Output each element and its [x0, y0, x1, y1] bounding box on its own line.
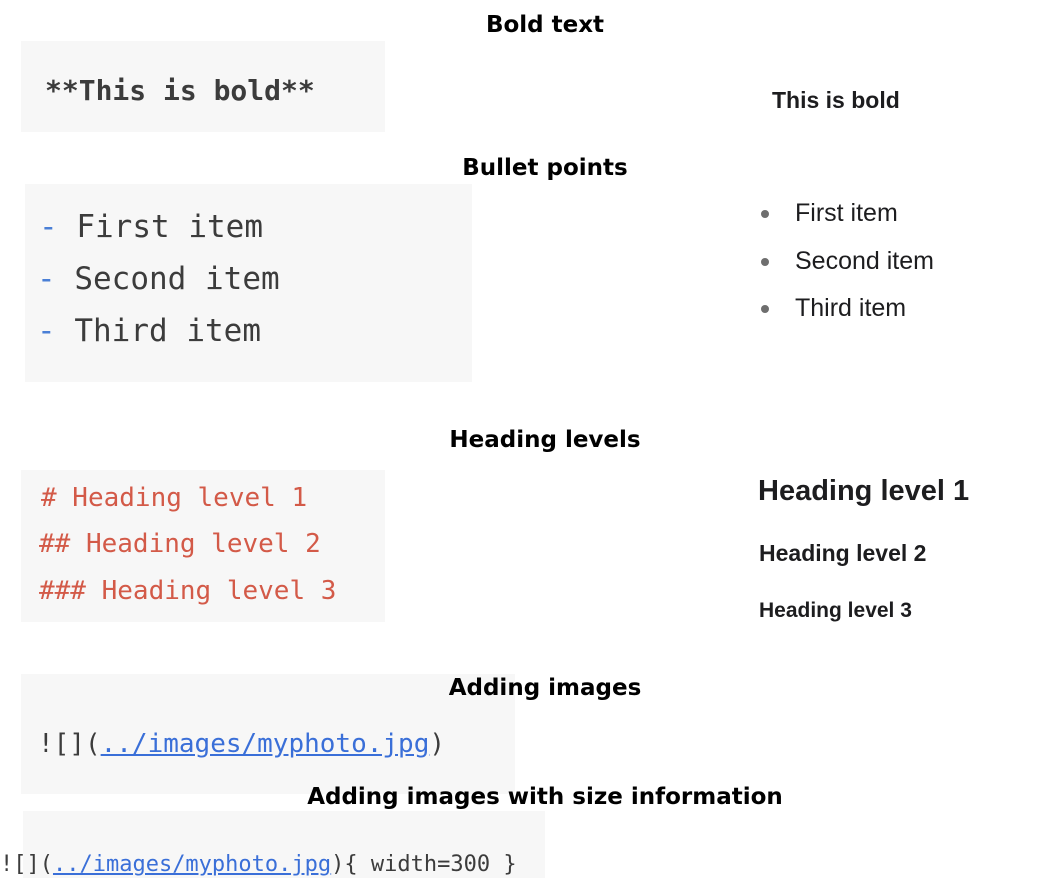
code-bullet-text: First item: [76, 209, 263, 245]
code-bullet-2: [37, 261, 280, 297]
dash-mark: -: [37, 261, 56, 297]
list-item: [761, 247, 934, 276]
section-title-bullets: Bullet points: [462, 155, 628, 181]
dash-mark: -: [37, 313, 56, 349]
code-bullet-1: [39, 209, 263, 245]
rendered-heading-3: Heading level 3: [759, 599, 912, 622]
code-block-bullets: [25, 184, 472, 382]
bullet-dot-icon: [761, 305, 769, 313]
code-block-bold: [21, 41, 385, 132]
code-bullet-text: Second item: [74, 261, 280, 297]
code-heading-3: ### Heading level 3: [39, 576, 337, 606]
section-title-headings: Heading levels: [449, 427, 641, 453]
list-item-label: Third item: [795, 294, 907, 322]
section-title-bold: Bold text: [485, 12, 605, 38]
code-bold: **This is bold**: [45, 74, 315, 107]
list-item: [761, 294, 906, 323]
bullet-dot-icon: [761, 258, 769, 266]
rendered-heading-1: Heading level 1: [758, 475, 970, 507]
code-image-size-suffix: ){ width=300 }: [331, 852, 517, 877]
list-item: [761, 199, 898, 228]
rendered-heading-2: Heading level 2: [759, 540, 927, 566]
code-image: [38, 729, 445, 759]
code-bullet-3: [37, 313, 261, 349]
code-image-prefix: ![](: [38, 729, 101, 759]
section-title-images-size: Adding images with size information: [307, 784, 783, 810]
list-item-label: Second item: [795, 247, 934, 275]
section-title-images: Adding images: [448, 675, 642, 701]
code-image-size-prefix: ![](: [0, 852, 53, 877]
dash-mark: -: [39, 209, 58, 245]
code-bullet-text: Third item: [74, 313, 261, 349]
image-path-link[interactable]: ../images/myphoto.jpg: [100, 729, 430, 759]
code-block-headings: [21, 470, 385, 622]
code-heading-2: ## Heading level 2: [39, 529, 321, 559]
bullet-dot-icon: [761, 210, 769, 218]
list-item-label: First item: [795, 199, 898, 227]
code-heading-1: # Heading level 1: [41, 483, 308, 513]
image-size-path-link[interactable]: ../images/myphoto.jpg: [52, 852, 332, 877]
code-image-size: [0, 852, 517, 877]
code-image-suffix: ): [429, 729, 446, 759]
rendered-bold: This is bold: [772, 87, 900, 113]
